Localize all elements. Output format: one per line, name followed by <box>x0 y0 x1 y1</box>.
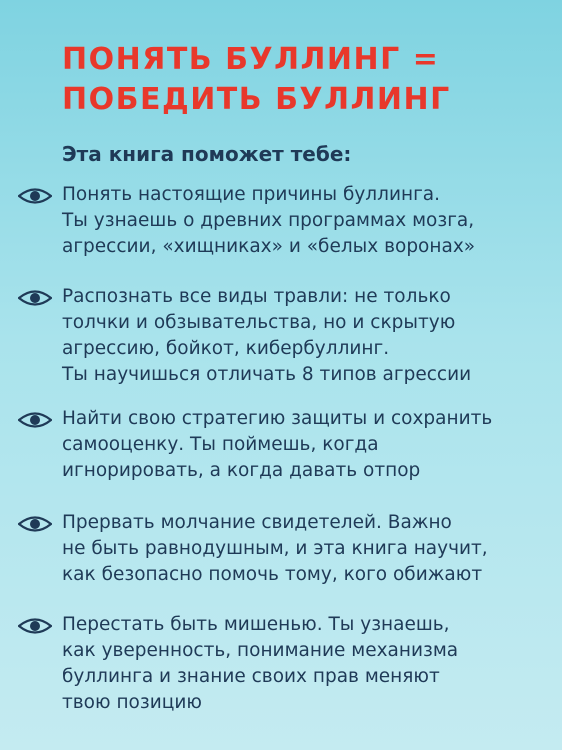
list-item-line: игнорировать, а когда давать отпор <box>62 460 421 481</box>
eye-icon <box>18 515 52 533</box>
list-item-text <box>62 406 492 484</box>
list-item-line: Понять настоящие причины буллинга. <box>62 184 441 205</box>
list-item-line: самооценку. Ты поймешь, когда <box>62 434 379 455</box>
list-item-line: Перестать быть мишенью. Ты узнаешь, <box>62 614 450 635</box>
list-item-line: буллинга и знание своих прав меняют <box>62 666 440 687</box>
list-item <box>18 510 548 588</box>
list-item-line: как безопасно помочь тому, кого обижают <box>62 564 483 585</box>
list-item-text <box>62 182 475 260</box>
eye-icon <box>18 289 52 307</box>
list-item-line: Ты узнаешь о древних программах мозга, <box>62 210 475 231</box>
list-item-line: Прервать молчание свидетелей. Важно <box>62 512 452 533</box>
list-item <box>18 612 548 716</box>
list-item-line: агрессии, «хищниках» и «белых воронах» <box>62 236 476 257</box>
title-line-1: ПОНЯТЬ БУЛЛИНГ = <box>62 42 440 77</box>
eye-icon <box>18 187 52 205</box>
eye-icon <box>18 411 52 429</box>
title-line-2: ПОБЕДИТЬ БУЛЛИНГ <box>62 82 451 117</box>
list-item <box>18 182 548 260</box>
list-item-text <box>62 612 458 716</box>
eye-icon <box>18 617 52 635</box>
list-item-text <box>62 284 471 388</box>
subtitle: Эта книга поможет тебе: <box>62 142 352 166</box>
list-item-line: Ты научишься отличать 8 типов агрессии <box>62 364 472 385</box>
list-item-line: Найти свою стратегию защиты и сохранить <box>62 408 493 429</box>
list-item-line: не быть равнодушным, и эта книга научит, <box>62 538 488 559</box>
list-item-line: агрессию, бойкот, кибербуллинг. <box>62 338 390 359</box>
page-title <box>62 40 451 120</box>
list-item-line: твою позицию <box>62 692 202 713</box>
list-item <box>18 406 548 484</box>
list-item-line: как уверенность, понимание механизма <box>62 640 459 661</box>
list-item-text <box>62 510 488 588</box>
list-item-line: толчки и обзывательства, но и скрытую <box>62 312 456 333</box>
list-item <box>18 284 548 388</box>
list-item-line: Распознать все виды травли: не только <box>62 286 451 307</box>
